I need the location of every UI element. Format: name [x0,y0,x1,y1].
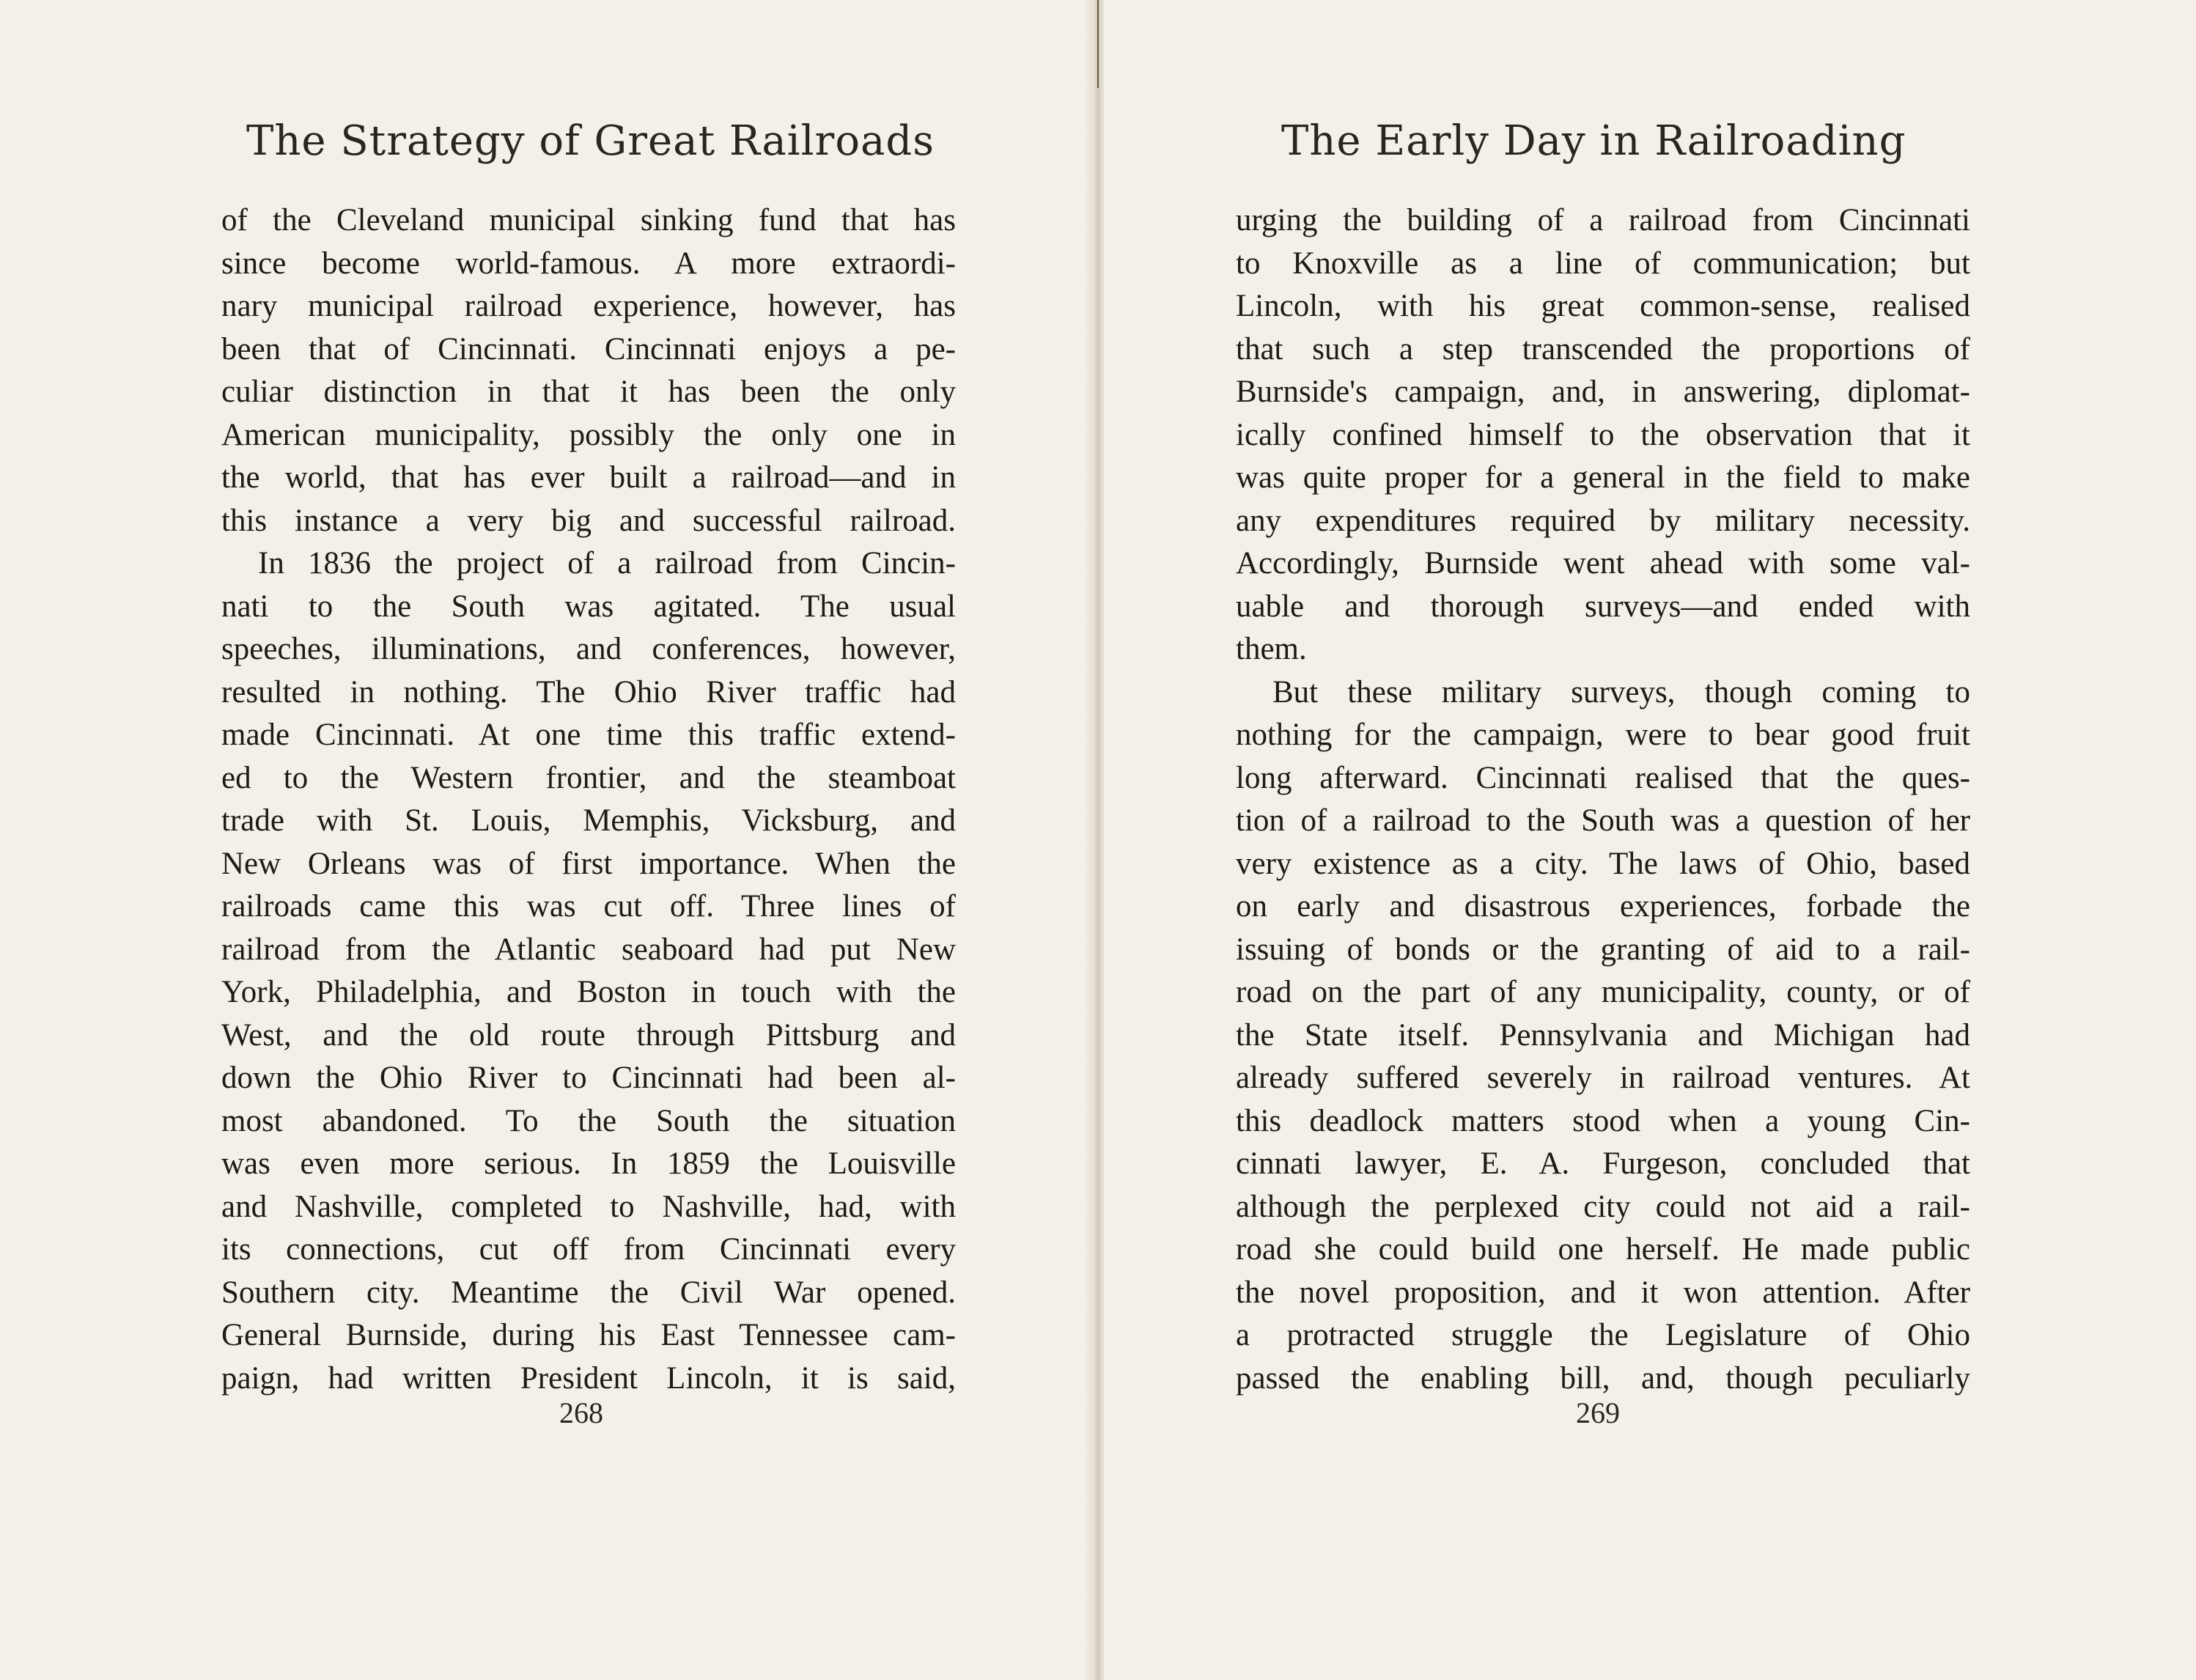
text-line: New Orleans was of first importance. When the [221,846,956,881]
text-line: issuing of bonds or the granting of aid to a rail- [1236,932,1970,967]
text-line: the world, that has ever built a railroad—and in [221,460,956,495]
right-page-number: 269 [1576,1396,1620,1429]
left-page-number: 268 [559,1396,603,1429]
text-line: nary municipal railroad experience, however, has [221,289,956,323]
text-line: Lincoln, with his great common-sense, realised [1236,289,1970,323]
text-line: ed to the Western frontier, and the steamboat [221,760,956,795]
text-line: a protracted struggle the Legislature of Ohio [1236,1318,1970,1352]
text-line: of the Cleveland municipal sinking fund that has [221,203,956,237]
text-line: any expenditures required by military necessity. [1236,503,1970,538]
text-line: road she could build one herself. He made public [1236,1232,1970,1267]
text-line: although the perplexed city could not aid a rail- [1236,1189,1970,1224]
text-line: made Cincinnati. At one time this traffic extend- [221,718,956,752]
text-line: already suffered severely in railroad ventures. At [1236,1061,1970,1095]
text-line: on early and disastrous experiences, forbade the [1236,889,1970,924]
text-line: that such a step transcended the proportions of [1236,331,1970,366]
text-line: was quite proper for a general in the field to make [1236,460,1970,495]
text-line: to Knoxville as a line of communication; but [1236,246,1970,281]
text-line: the novel proposition, and it won attention. After [1236,1275,1970,1310]
text-line: Southern city. Meantime the Civil War opened. [221,1275,956,1310]
left-page-text [221,199,956,1400]
left-running-head: The Strategy of Great Railroads [246,117,935,165]
text-line: uable and thorough surveys—and ended with [1236,589,1970,624]
text-line: paign, had written President Lincoln, it is said, [221,1360,956,1396]
text-line: In 1836 the project of a railroad from Cincin- [258,546,956,581]
text-line: was even more serious. In 1859 the Louisville [221,1146,956,1181]
text-line: and Nashville, completed to Nashville, had, with [221,1189,956,1224]
text-line: General Burnside, during his East Tennessee cam- [221,1318,956,1352]
text-line: very existence as a city. The laws of Ohio, based [1236,846,1970,881]
text-line: nothing for the campaign, were to bear good fruit [1236,718,1970,752]
text-line: York, Philadelphia, and Boston in touch with the [221,975,956,1009]
text-line: culiar distinction in that it has been the only [221,375,956,409]
text-line: ically confined himself to the observation that it [1236,417,1970,452]
text-line: the State itself. Pennsylvania and Michigan had [1236,1017,1970,1053]
text-line: Accordingly, Burnside went ahead with some val- [1236,546,1970,581]
text-line: down the Ohio River to Cincinnati had been al- [221,1061,956,1095]
text-line: this instance a very big and successful railroad. [221,503,956,538]
right-page [1104,0,2196,1680]
text-line: railroads came this was cut off. Three lines of [221,889,956,924]
text-line: most abandoned. To the South the situation [221,1103,956,1138]
text-line: resulted in nothing. The Ohio River traffic had [221,674,956,710]
text-line: passed the enabling bill, and, though peculiarly [1236,1360,1970,1396]
left-page [0,0,1092,1680]
text-line: Burnside's campaign, and, in answering, diplomat- [1236,375,1970,409]
text-line: since become world-famous. A more extraordi- [221,246,956,281]
text-line: cinnati lawyer, E. A. Furgeson, concluded that [1236,1146,1970,1181]
text-line: trade with St. Louis, Memphis, Vicksburg, and [221,803,956,838]
right-running-head: The Early Day in Railroading [1281,117,1906,165]
text-line: tion of a railroad to the South was a question of her [1236,803,1970,838]
text-line: speeches, illuminations, and conferences, however, [221,632,956,666]
text-line: road on the part of any municipality, county, or of [1236,975,1970,1009]
text-line: But these military surveys, though coming to [1272,674,1970,710]
text-line: them. [1236,632,1307,666]
text-line: West, and the old route through Pittsburg and [221,1017,956,1053]
right-page-text [1236,199,1970,1400]
text-line: railroad from the Atlantic seaboard had put New [221,932,956,967]
text-line: long afterward. Cincinnati realised that the ques- [1236,760,1970,795]
text-line: been that of Cincinnati. Cincinnati enjoys a pe- [221,331,956,366]
text-line: urging the building of a railroad from Cincinnati [1236,203,1970,237]
text-line: this deadlock matters stood when a young Cin- [1236,1103,1970,1138]
text-line: American municipality, possibly the only one in [221,417,956,452]
gutter-crease [1097,0,1099,88]
text-line: its connections, cut off from Cincinnati every [221,1232,956,1267]
text-line: nati to the South was agitated. The usual [221,589,956,624]
